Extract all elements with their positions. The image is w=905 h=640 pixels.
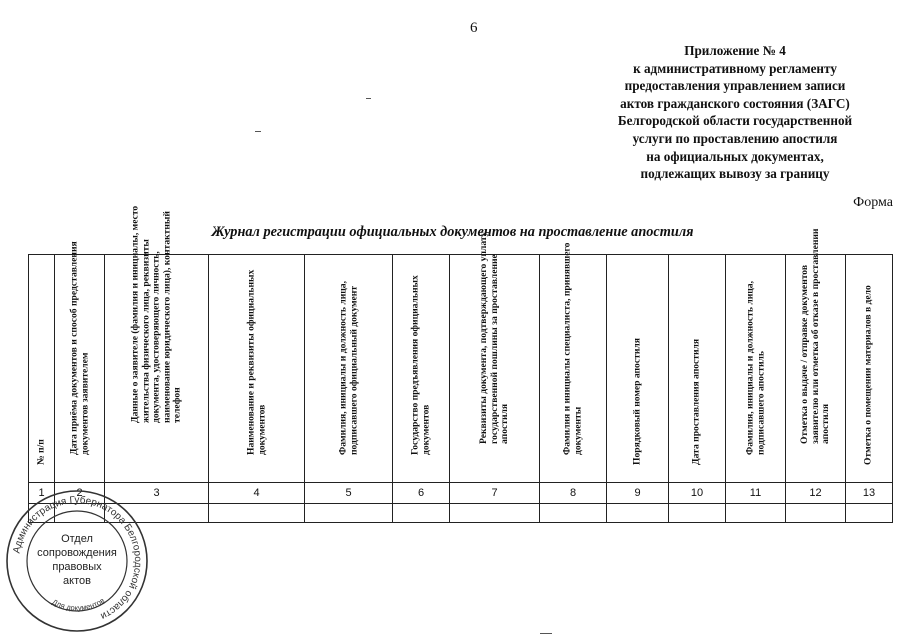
header-text: Фамилия, инициалы и должность лица, подписавшего официальный документ [336,280,359,455]
appendix-line: на официальных документах, [646,148,824,164]
column-number: 4 [209,483,305,504]
empty-cell [450,504,540,523]
empty-cell [846,504,893,523]
appendix-line: Белгородской области государственной [617,113,853,129]
column-number: 1 [29,483,55,504]
header-cell [55,241,105,483]
header-row [29,255,893,483]
column-number: 11 [726,483,786,504]
header-text: Порядковый номер апостиля [631,338,643,466]
header-cell [607,255,669,483]
header-cell [305,255,393,483]
empty-cell [726,504,786,523]
official-seal [2,486,152,636]
header-cell [105,205,209,483]
column-number-row [29,483,893,504]
header-text: Фамилия, инициалы и должность лица, подписавшего апостиль [743,280,766,455]
seal-center-line: правовых [52,561,102,573]
empty-cell [540,504,607,523]
column-number: 13 [846,483,893,504]
header-cell [846,255,893,483]
header-cell [209,255,305,483]
header-cell [393,255,450,483]
appendix-header [575,42,895,183]
scan-mark [366,98,371,99]
header-cell [726,255,786,483]
empty-cell [669,504,726,523]
journal-title: Журнал регистрации официальных документов на проставление апостиля [211,224,694,240]
header-text: № п/п [35,439,47,466]
column-number: 9 [607,483,669,504]
page-number: 6 [470,20,478,36]
header-text: Государство предъявления официальных документов [409,275,431,455]
appendix-line: подлежащих вывозу за границу [640,166,830,182]
appendix-line: предоставления управлением записи [624,78,846,94]
scan-mark [540,633,552,634]
header-text: Реквизиты документа, подтверждающего уплату государственной пошлины за проставление апостиля [477,231,510,445]
header-cell [786,228,846,483]
scan-mark [255,131,261,132]
header-cell [450,231,540,483]
empty-cell [305,504,393,523]
appendix-line: к административному регламенту [633,60,837,76]
empty-cell [393,504,450,523]
column-number: 10 [669,483,726,504]
column-number: 6 [393,483,450,504]
column-number: 2 [55,483,105,504]
header-text: Дата проставления апостиля [690,339,702,466]
appendix-line: Приложение № 4 [684,43,786,58]
header-cell [669,255,726,483]
empty-data-row [29,504,893,523]
column-number: 7 [450,483,540,504]
header-text: Наименование и реквизиты официальных документов [244,269,267,455]
appendix-line: услуги по проставлению апостиля [632,130,838,146]
header-text: Данные о заявителе (фамилия и инициалы, место жительства физического лица, реквизиты документа, удостоверяющего личность, наименование юридического лица), контактный телефон [129,205,183,424]
header-cell [29,255,55,483]
seal-bottom-text: Для документов [50,595,107,613]
seal-center-line: Отдел [61,533,93,545]
column-number: 8 [540,483,607,504]
appendix-line: актов гражданского состояния (ЗАГС) [620,95,850,111]
form-label: Форма [853,195,893,210]
seal-center-line: сопровождения [37,547,117,559]
header-cell [540,242,607,483]
column-number: 3 [105,483,209,504]
column-number: 5 [305,483,393,504]
header-text: Отметка о выдаче / отправке документов заявителю или отметка об отказе в проставлении апостиля [798,228,831,445]
header-text: Фамилия и инициалы специалиста, принявшего документы [561,242,583,455]
header-text: Дата приёма документов и способ представления документов заявителем [67,241,90,455]
seal-center-line: актов [63,575,91,587]
seal-ring-text: Администрация Губернатора Белгородской области [11,494,144,622]
empty-cell [209,504,305,523]
empty-cell [607,504,669,523]
header-text: Отметка о помещении материалов в дело [862,285,874,466]
empty-cell [786,504,846,523]
column-number: 12 [786,483,846,504]
